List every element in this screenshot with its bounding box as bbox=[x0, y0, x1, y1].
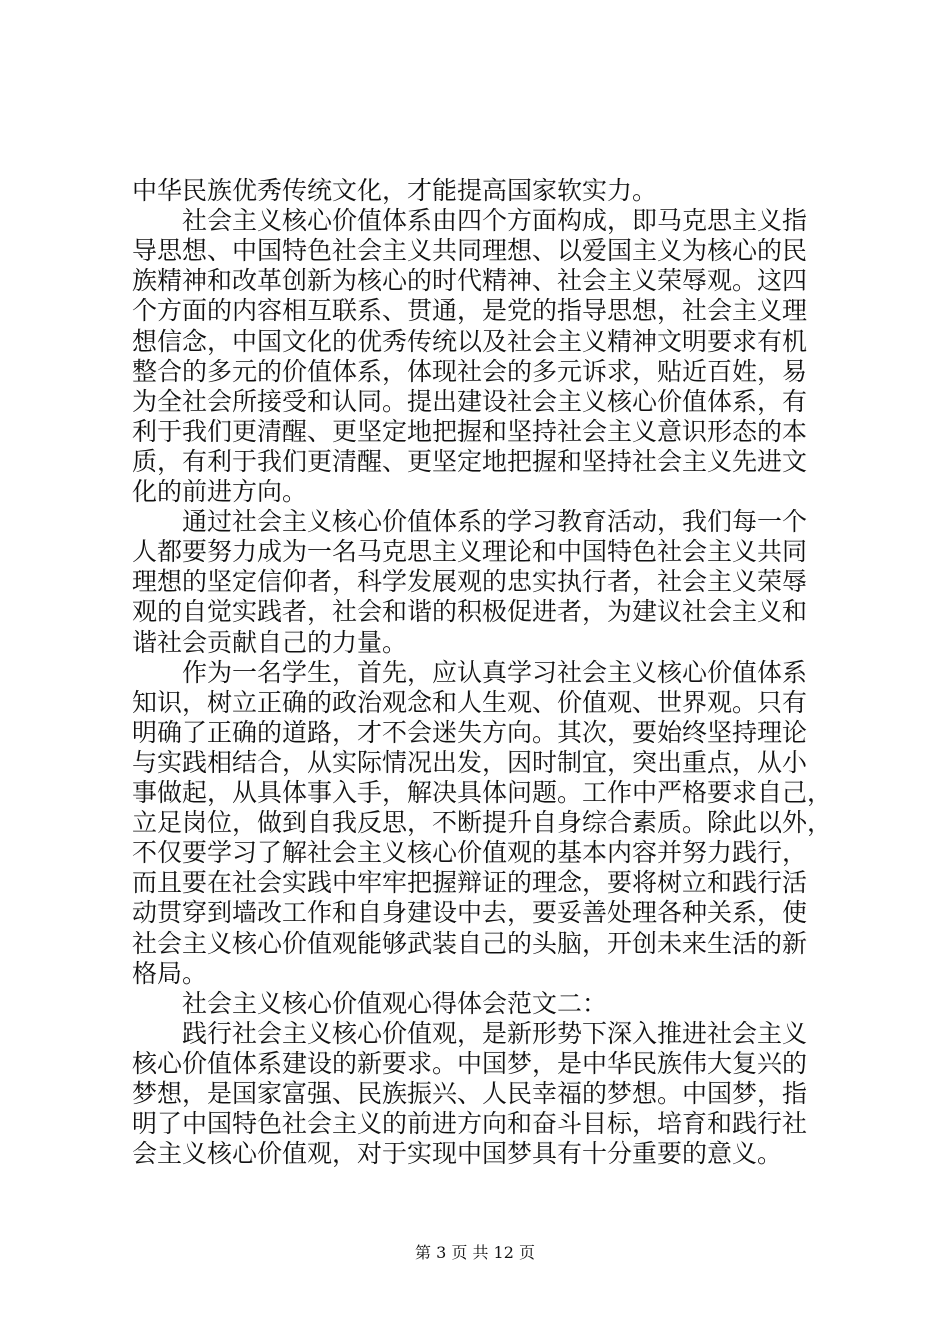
text-line: 明了中国特色社会主义的前进方向和奋斗目标，培育和践行社 bbox=[132, 1109, 808, 1138]
text-line: 社会主义核心价值观能够武装自己的头脑，开创未来生活的新 bbox=[132, 929, 808, 958]
text-line: 社会主义核心价值观心得体会范文二： bbox=[132, 989, 608, 1018]
text-line: 动贯穿到墙改工作和自身建设中去，要妥善处理各种关系，使 bbox=[132, 898, 808, 927]
text-line: 与实践相结合，从实际情况出发，因时制宜，突出重点，从小 bbox=[132, 748, 808, 777]
text-line: 理想的坚定信仰者，科学发展观的忠实执行者，社会主义荣辱 bbox=[132, 567, 808, 596]
text-line: 知识，树立正确的政治观念和人生观、价值观、世界观。只有 bbox=[132, 688, 808, 717]
text-line: 梦想，是国家富强、民族振兴、人民幸福的梦想。中国梦，指 bbox=[132, 1079, 808, 1108]
text-line: 不仅要学习了解社会主义核心价值观的基本内容并努力践行， bbox=[132, 838, 808, 867]
text-line: 格局。 bbox=[132, 959, 208, 988]
text-line: 明确了正确的道路，才不会迷失方向。其次，要始终坚持理论 bbox=[132, 718, 808, 747]
text-line: 利于我们更清醒、更坚定地把握和坚持社会主义意识形态的本 bbox=[132, 417, 808, 446]
text-line: 谐社会贡献自己的力量。 bbox=[132, 628, 408, 657]
text-line: 观的自觉实践者，社会和谐的积极促进者，为建议社会主义和 bbox=[132, 597, 808, 626]
text-line: 个方面的内容相互联系、贯通，是党的指导思想，社会主义理 bbox=[132, 296, 808, 325]
text-line: 为全社会所接受和认同。提出建设社会主义核心价值体系，有 bbox=[132, 387, 808, 416]
text-line: 而且要在社会实践中牢牢把握辩证的理念，要将树立和践行活 bbox=[132, 868, 808, 897]
text-line: 中华民族优秀传统文化，才能提高国家软实力。 bbox=[132, 176, 658, 205]
text-line: 核心价值体系建设的新要求。中国梦，是中华民族伟大复兴的 bbox=[132, 1049, 808, 1078]
text-line: 想信念，中国文化的优秀传统以及社会主义精神文明要求有机 bbox=[132, 327, 808, 356]
text-line: 事做起，从具体事入手，解决具体问题。工作中严格要求自己， bbox=[132, 778, 833, 807]
text-line: 践行社会主义核心价值观，是新形势下深入推进社会主义 bbox=[132, 1019, 808, 1048]
text-line: 通过社会主义核心价值体系的学习教育活动，我们每一个 bbox=[132, 507, 808, 536]
text-line: 立足岗位，做到自我反思，不断提升自身综合素质。除此以外， bbox=[132, 808, 833, 837]
text-line: 化的前进方向。 bbox=[132, 477, 308, 506]
text-line: 质，有利于我们更清醒、更坚定地把握和坚持社会主义先进文 bbox=[132, 447, 808, 476]
text-line: 会主义核心价值观，对于实现中国梦具有十分重要的意义。 bbox=[132, 1139, 783, 1168]
text-line: 作为一名学生，首先，应认真学习社会主义核心价值体系 bbox=[132, 658, 808, 687]
text-line: 族精神和改革创新为核心的时代精神、社会主义荣辱观。这四 bbox=[132, 266, 808, 295]
text-line: 整合的多元的价值体系，体现社会的多元诉求，贴近百姓，易 bbox=[132, 357, 808, 386]
page-footer: 第 3 页 共 12 页 bbox=[415, 1243, 535, 1262]
text-line: 人都要努力成为一名马克思主义理论和中国特色社会主义共同 bbox=[132, 537, 808, 566]
text-line: 导思想、中国特色社会主义共同理想、以爱国主义为核心的民 bbox=[132, 236, 808, 265]
text-line: 社会主义核心价值体系由四个方面构成，即马克思主义指 bbox=[132, 206, 808, 235]
